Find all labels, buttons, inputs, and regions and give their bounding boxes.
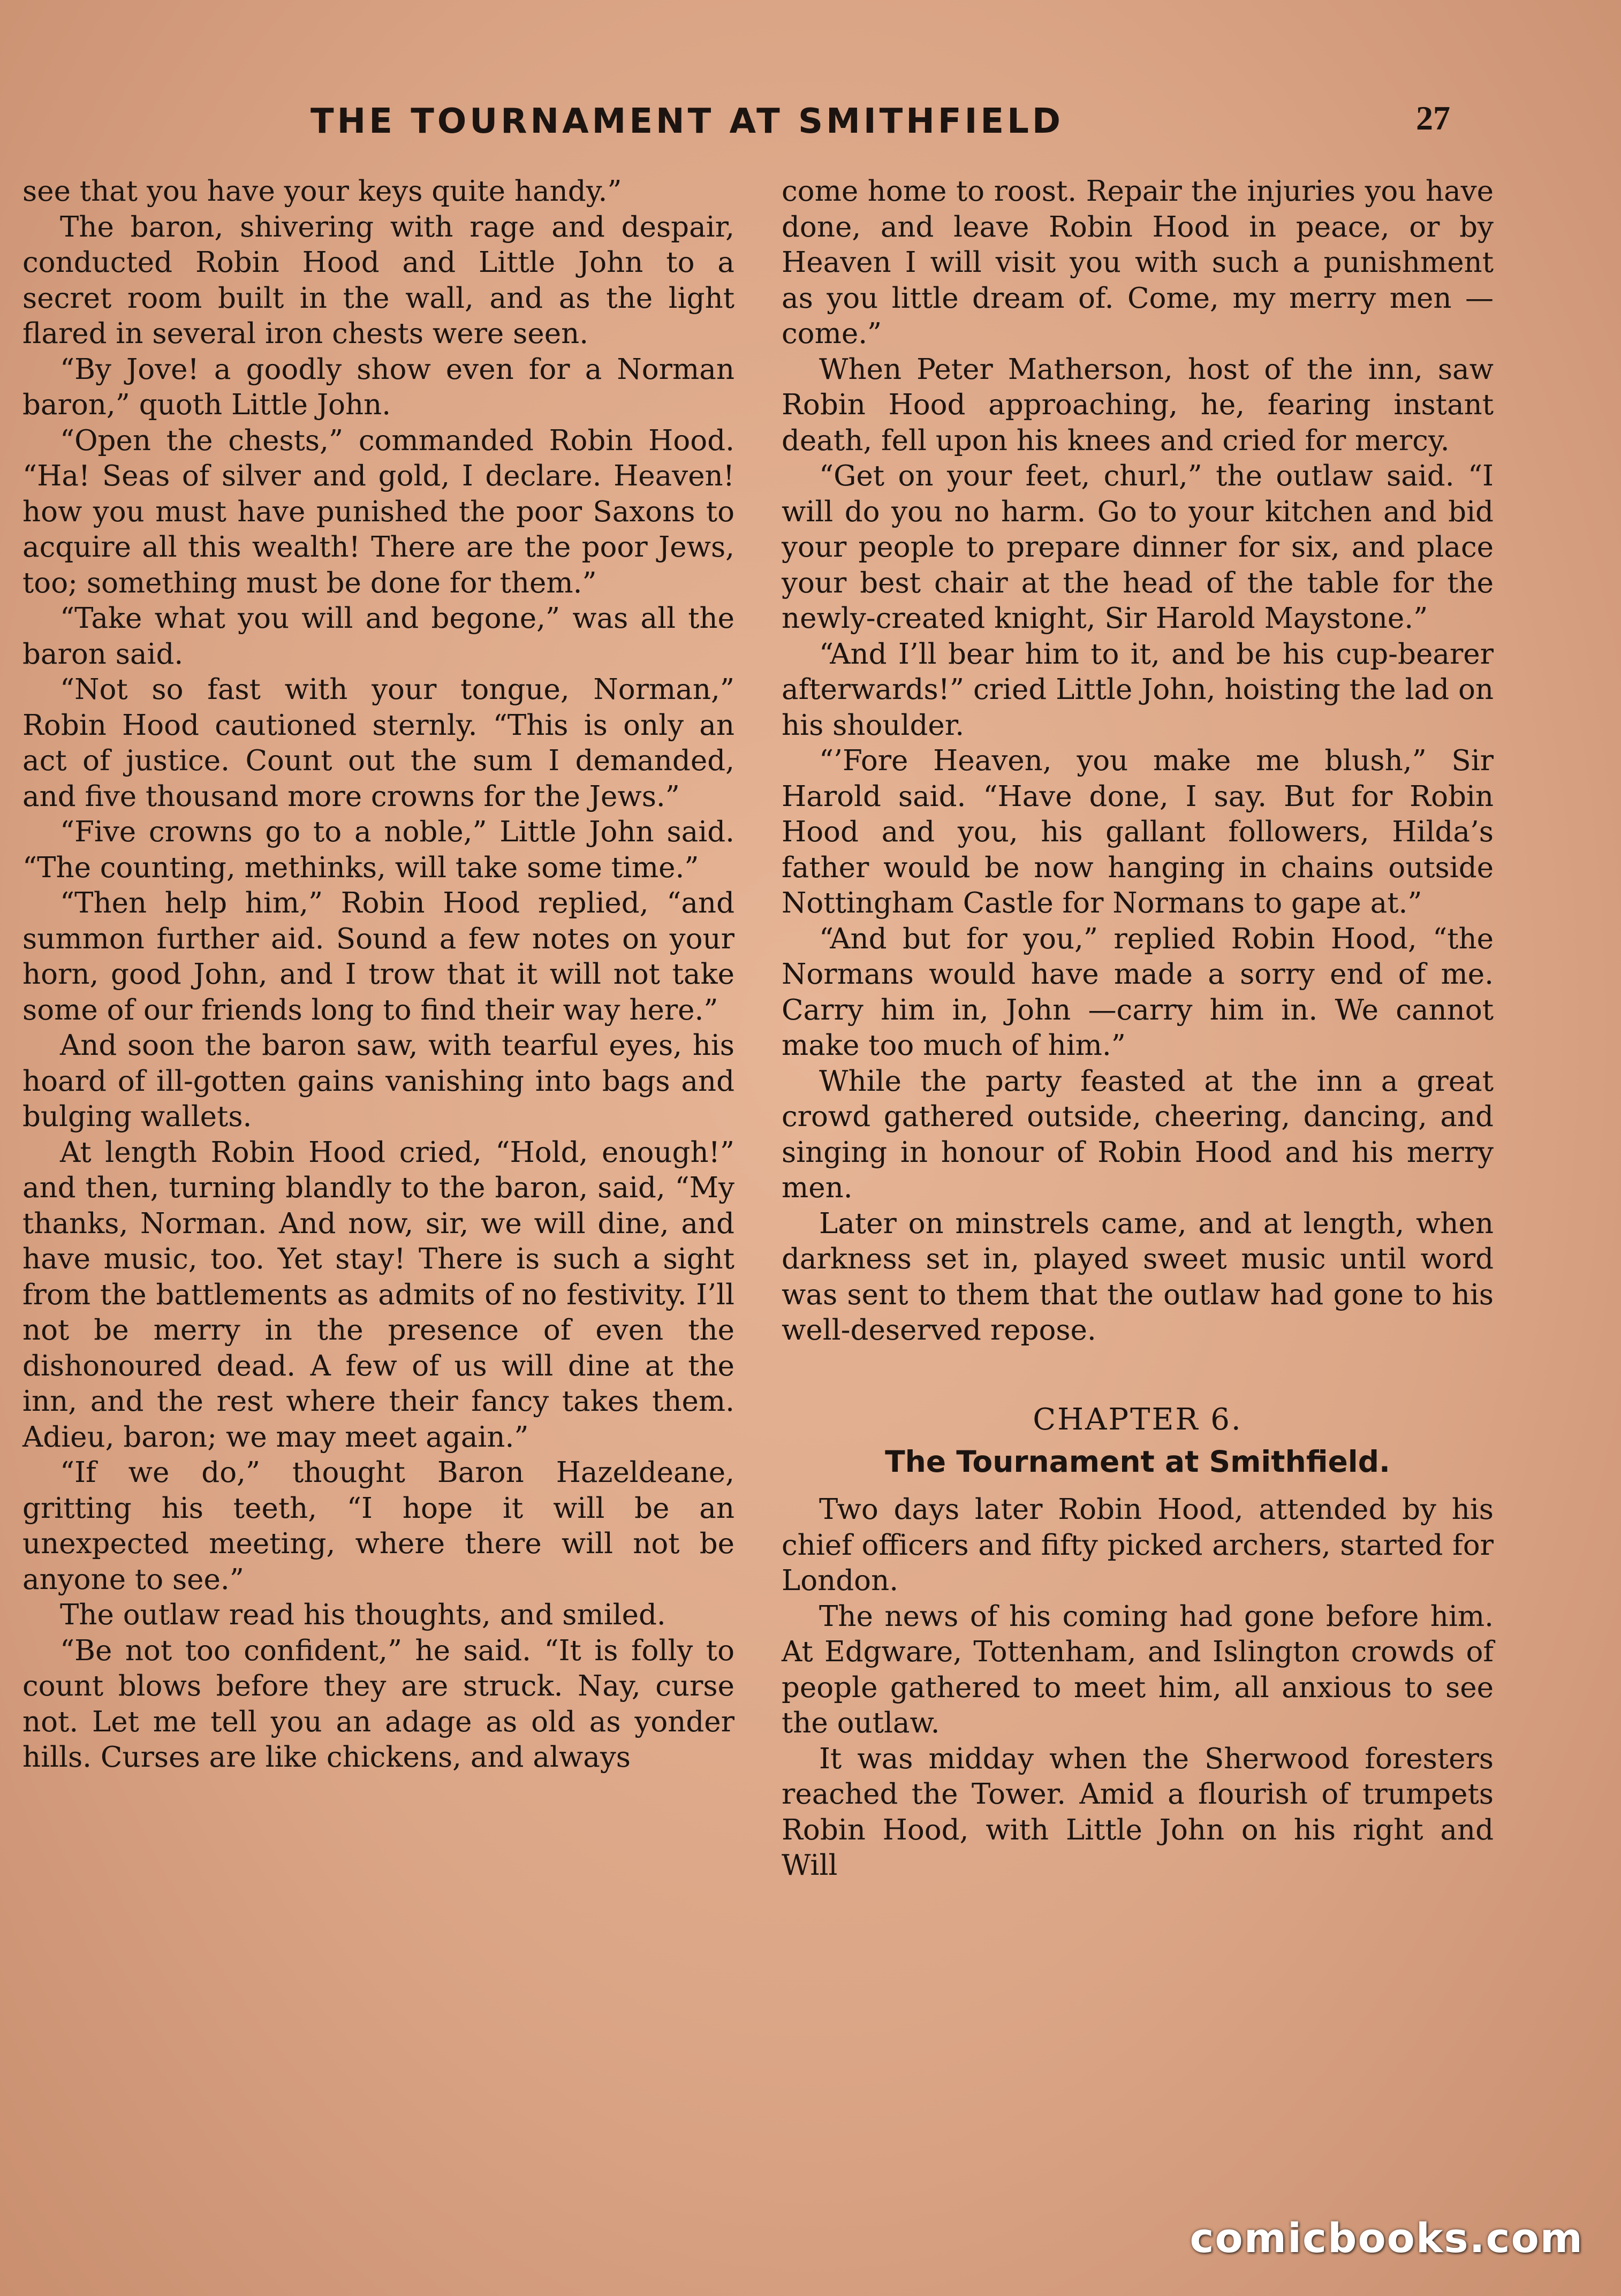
paragraph: “Get on your feet, churl,” the outlaw said. “I will do you no harm. Go to your kitchen and bid your people to prepare dinner for six, and place your best chair at the head of the table for the newly-created knight, Sir Harold Maystone.” xyxy=(782,460,1494,635)
paragraph: The outlaw read his thoughts, and smiled. xyxy=(60,1599,666,1631)
paragraph: The news of his coming had gone before him. At Edgware, Tottenham, and Islington crowds of people gathered to meet him, all anxious to see the outlaw. xyxy=(782,1600,1494,1739)
paragraph: “Then help him,” Robin Hood replied, “and summon further aid. Sound a few notes on your horn, good John, and I trow that it will not take some of our friends long to find their way here.” xyxy=(22,887,734,1027)
paragraph: “Open the chests,” commanded Robin Hood. “Ha! Seas of silver and gold, I declare. Heaven! how you must have punished the poor Saxons to acquire all this wealth! There are the poor Jews, too; something must be done for them.” xyxy=(22,424,734,599)
paragraph: “Not so fast with your tongue, Norman,” Robin Hood cautioned sternly. “This is only an act of justice. Count out the sum I demanded, and five thousand more crowns for the Jews.” xyxy=(22,673,734,813)
paragraph: At length Robin Hood cried, “Hold, enough!” and then, turning blandly to the baron, said, “My thanks, Norman. And now, sir, we will dine, and have music, too. Yet stay! There is such a sight from the battlements as admits of no festivity. I’ll not be merry in the presence of even the dishonoured dead. A few of us will dine at the inn, and the rest where their fancy takes them. Adieu, baron; we may meet again.” xyxy=(22,1136,734,1454)
chapter-title: The Tournament at Smithfield. xyxy=(885,1444,1390,1479)
paragraph: While the party feasted at the inn a great crowd gathered outside, cheering, dancing, and singing in honour of Robin Hood and his merry men. xyxy=(782,1065,1494,1204)
paragraph: “Take what you will and begone,” was all the baron said. xyxy=(22,602,734,671)
paragraph: “If we do,” thought Baron Hazeldeane, gritting his teeth, “I hope it will be an unexpected meeting, where there will not be anyone to see.” xyxy=(22,1456,734,1596)
paragraph: When Peter Matherson, host of the inn, saw Robin Hood approaching, he, fearing instant death, fell upon his knees and cried for mercy. xyxy=(782,353,1494,457)
paragraph: come home to roost. Repair the injuries you have done, and leave Robin Hood in peace, or by Heaven I will visit you with such a punishment as you little dream of. Come, my merry men —come.” xyxy=(782,175,1494,350)
paragraph: “Five crowns go to a noble,” Little John said. “The counting, methinks, will take some time.” xyxy=(22,816,734,884)
paragraph: “Be not too confident,” he said. “It is folly to count blows before they are struck. Nay, curse not. Let me tell you an adage as old as yonder hills. Curses are like chickens, and always xyxy=(22,1634,734,1774)
paragraph: Two days later Robin Hood, attended by his chief officers and fifty picked archers, started for London. xyxy=(782,1493,1494,1597)
left-column xyxy=(22,174,734,1776)
right-column xyxy=(782,174,1494,1884)
paragraph: see that you have your keys quite handy.” xyxy=(22,175,622,208)
paragraph: The baron, shivering with rage and despair, conducted Robin Hood and Little John to a secret room built in the wall, and as the light flared in several iron chests were seen. xyxy=(22,210,734,350)
running-title: THE TOURNAMENT AT SMITHFIELD xyxy=(310,102,1064,141)
paragraph: “And but for you,” replied Robin Hood, “the Normans would have made a sorry end of me. Carry him in, John —carry him in. We cannot make too much of him.” xyxy=(782,922,1494,1062)
chapter-heading: CHAPTER 6. xyxy=(1033,1402,1243,1437)
page-header xyxy=(21,96,1488,155)
paragraph: “’Fore Heaven, you make me blush,” Sir Harold said. “Have done, I say. But for Robin Hood and you, his gallant followers, Hilda’s father would be now hanging in chains outside Nottingham Castle for Normans to gape at.” xyxy=(782,744,1494,919)
paragraph: “By Jove! a goodly show even for a Norman baron,” quoth Little John. xyxy=(22,353,734,421)
paragraph: “And I’ll bear him to it, and be his cup-bearer afterwards!” cried Little John, hoisting the lad on his shoulder. xyxy=(782,637,1494,742)
page-number: 27 xyxy=(1416,99,1450,137)
paragraph: It was midday when the Sherwood foresters reached the Tower. Amid a flourish of trumpets Robin Hood, with Little John on his right and Will xyxy=(782,1742,1494,1882)
paragraph: Later on minstrels came, and at length, when darkness set in, played sweet music until word was sent to them that the outlaw had gone to his well-deserved repose. xyxy=(782,1207,1494,1347)
paragraph: And soon the baron saw, with tearful eyes, his hoard of ill-gotten gains vanishing into bags and bulging wallets. xyxy=(22,1029,734,1133)
watermark: comicbooks.com xyxy=(1190,2214,1584,2262)
